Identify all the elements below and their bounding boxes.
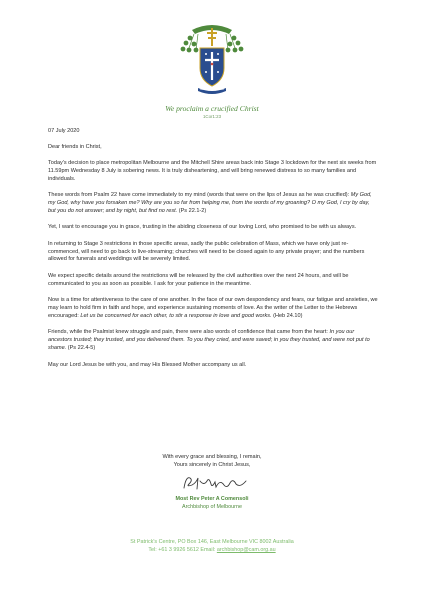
paragraph-psalm-22 xyxy=(48,192,378,216)
letter-date: 07 July 2020 xyxy=(48,128,80,134)
handwritten-signature xyxy=(178,472,250,494)
psalmist-quote: In you our ancestors trusted; they trusted, and you delivered them. To you they cried, and were saved; in you they trusted, and were not put to shame. xyxy=(48,329,370,352)
closing-line-blessing: With every grace and blessing, I remain, xyxy=(162,454,262,460)
signer-name: Most Rev Peter A Comensoli xyxy=(175,496,249,502)
footer-contact-prefix: Tel: +61 3 9926 5612 Email: xyxy=(148,547,217,553)
footer-contact xyxy=(0,546,424,554)
psalm-lead-text: These words from Psalm 22 have come immediately to my mind (words that were on the lips of Jesus as he was crucified): xyxy=(48,192,351,199)
coat-of-arms-icon xyxy=(176,20,248,102)
psalmist-lead-text: Friends, while the Psalmist knew struggle and pain, there were also words of confidence that came from the heart: xyxy=(48,329,330,336)
paragraph-encouragement: Yet, I want to encourage you in grace, trusting in the abiding closeness of our loving Lord, who promised to be with us always. xyxy=(48,224,357,231)
letter-closing xyxy=(0,454,424,470)
psalm-quote: My God, my God, why have you forsaken me? Why are you so far from helping me, from the words of my groaning? O my God, I cry by day, but you do not answer; and by night, but find no rest. xyxy=(48,192,372,214)
paragraph-hebrews xyxy=(48,297,378,321)
letterhead-motto: We proclaim a crucified Christ xyxy=(165,104,259,113)
hebrews-quote: Let us be concerned for each other, to stir a response in love and good works. xyxy=(80,313,272,319)
paragraph-stage-3-restrictions: In returning to Stage 3 restrictions in those specific areas, sadly the public celebration of Mass, which we have only just re-commenced, will need to go back to live-streaming; churches will need to be closed again to any private prayer; and the numbers allowed for funerals and weddings will be severely limited. xyxy=(48,240,365,263)
signer-title: Archbishop of Melbourne xyxy=(182,504,242,510)
motto-scripture-reference: 1Cor1:23 xyxy=(202,114,222,119)
paragraph-blessing: May our Lord Jesus be with you, and may His Blessed Mother accompany us all. xyxy=(48,361,247,368)
paragraph-psalmist-confidence xyxy=(48,329,378,353)
letter-salutation: Dear friends in Christ, xyxy=(48,143,102,150)
letter-footer xyxy=(0,538,424,554)
closing-line-sincerely: Yours sincerely in Christ Jesus, xyxy=(173,461,251,468)
paragraph-details-expected: We expect specific details around the restrictions will be released by the civil authorities over the next 24 hours, and will be communicated to you as soon as possible. I ask for your patience in the meantime. xyxy=(48,272,349,287)
letter-body xyxy=(48,128,378,378)
paragraph-lockdown-news: Today's decision to place metropolitan Melbourne and the Mitchell Shire areas back into Stage 3 lockdown for the next six weeks from 11.59pm Wednesday 8 July is sobering news. It is truly disheartening, and will bring renewed distress to so many families and individuals. xyxy=(48,159,377,182)
footer-email-link[interactable]: archbishop@cam.org.au xyxy=(216,547,276,553)
psalmist-reference: (Ps 22.4-5) xyxy=(66,345,96,352)
hebrews-reference: (Heb 24.10) xyxy=(271,313,303,319)
footer-address: St Patrick's Centre, PO Box 146, East Melbourne VIC 8002 Australia xyxy=(130,539,294,545)
psalm-reference: (Ps 22.1-2) xyxy=(177,207,207,214)
hebrews-lead-text: Now is a time for attentiveness to the care of one another. In the face of our own despondency and fears, our fatigue and anxieties, we may learn to hold firm in faith and hope, and experience sustaining moments of love. As the writer of the Letter to the Hebrews encouraged: xyxy=(48,297,378,319)
